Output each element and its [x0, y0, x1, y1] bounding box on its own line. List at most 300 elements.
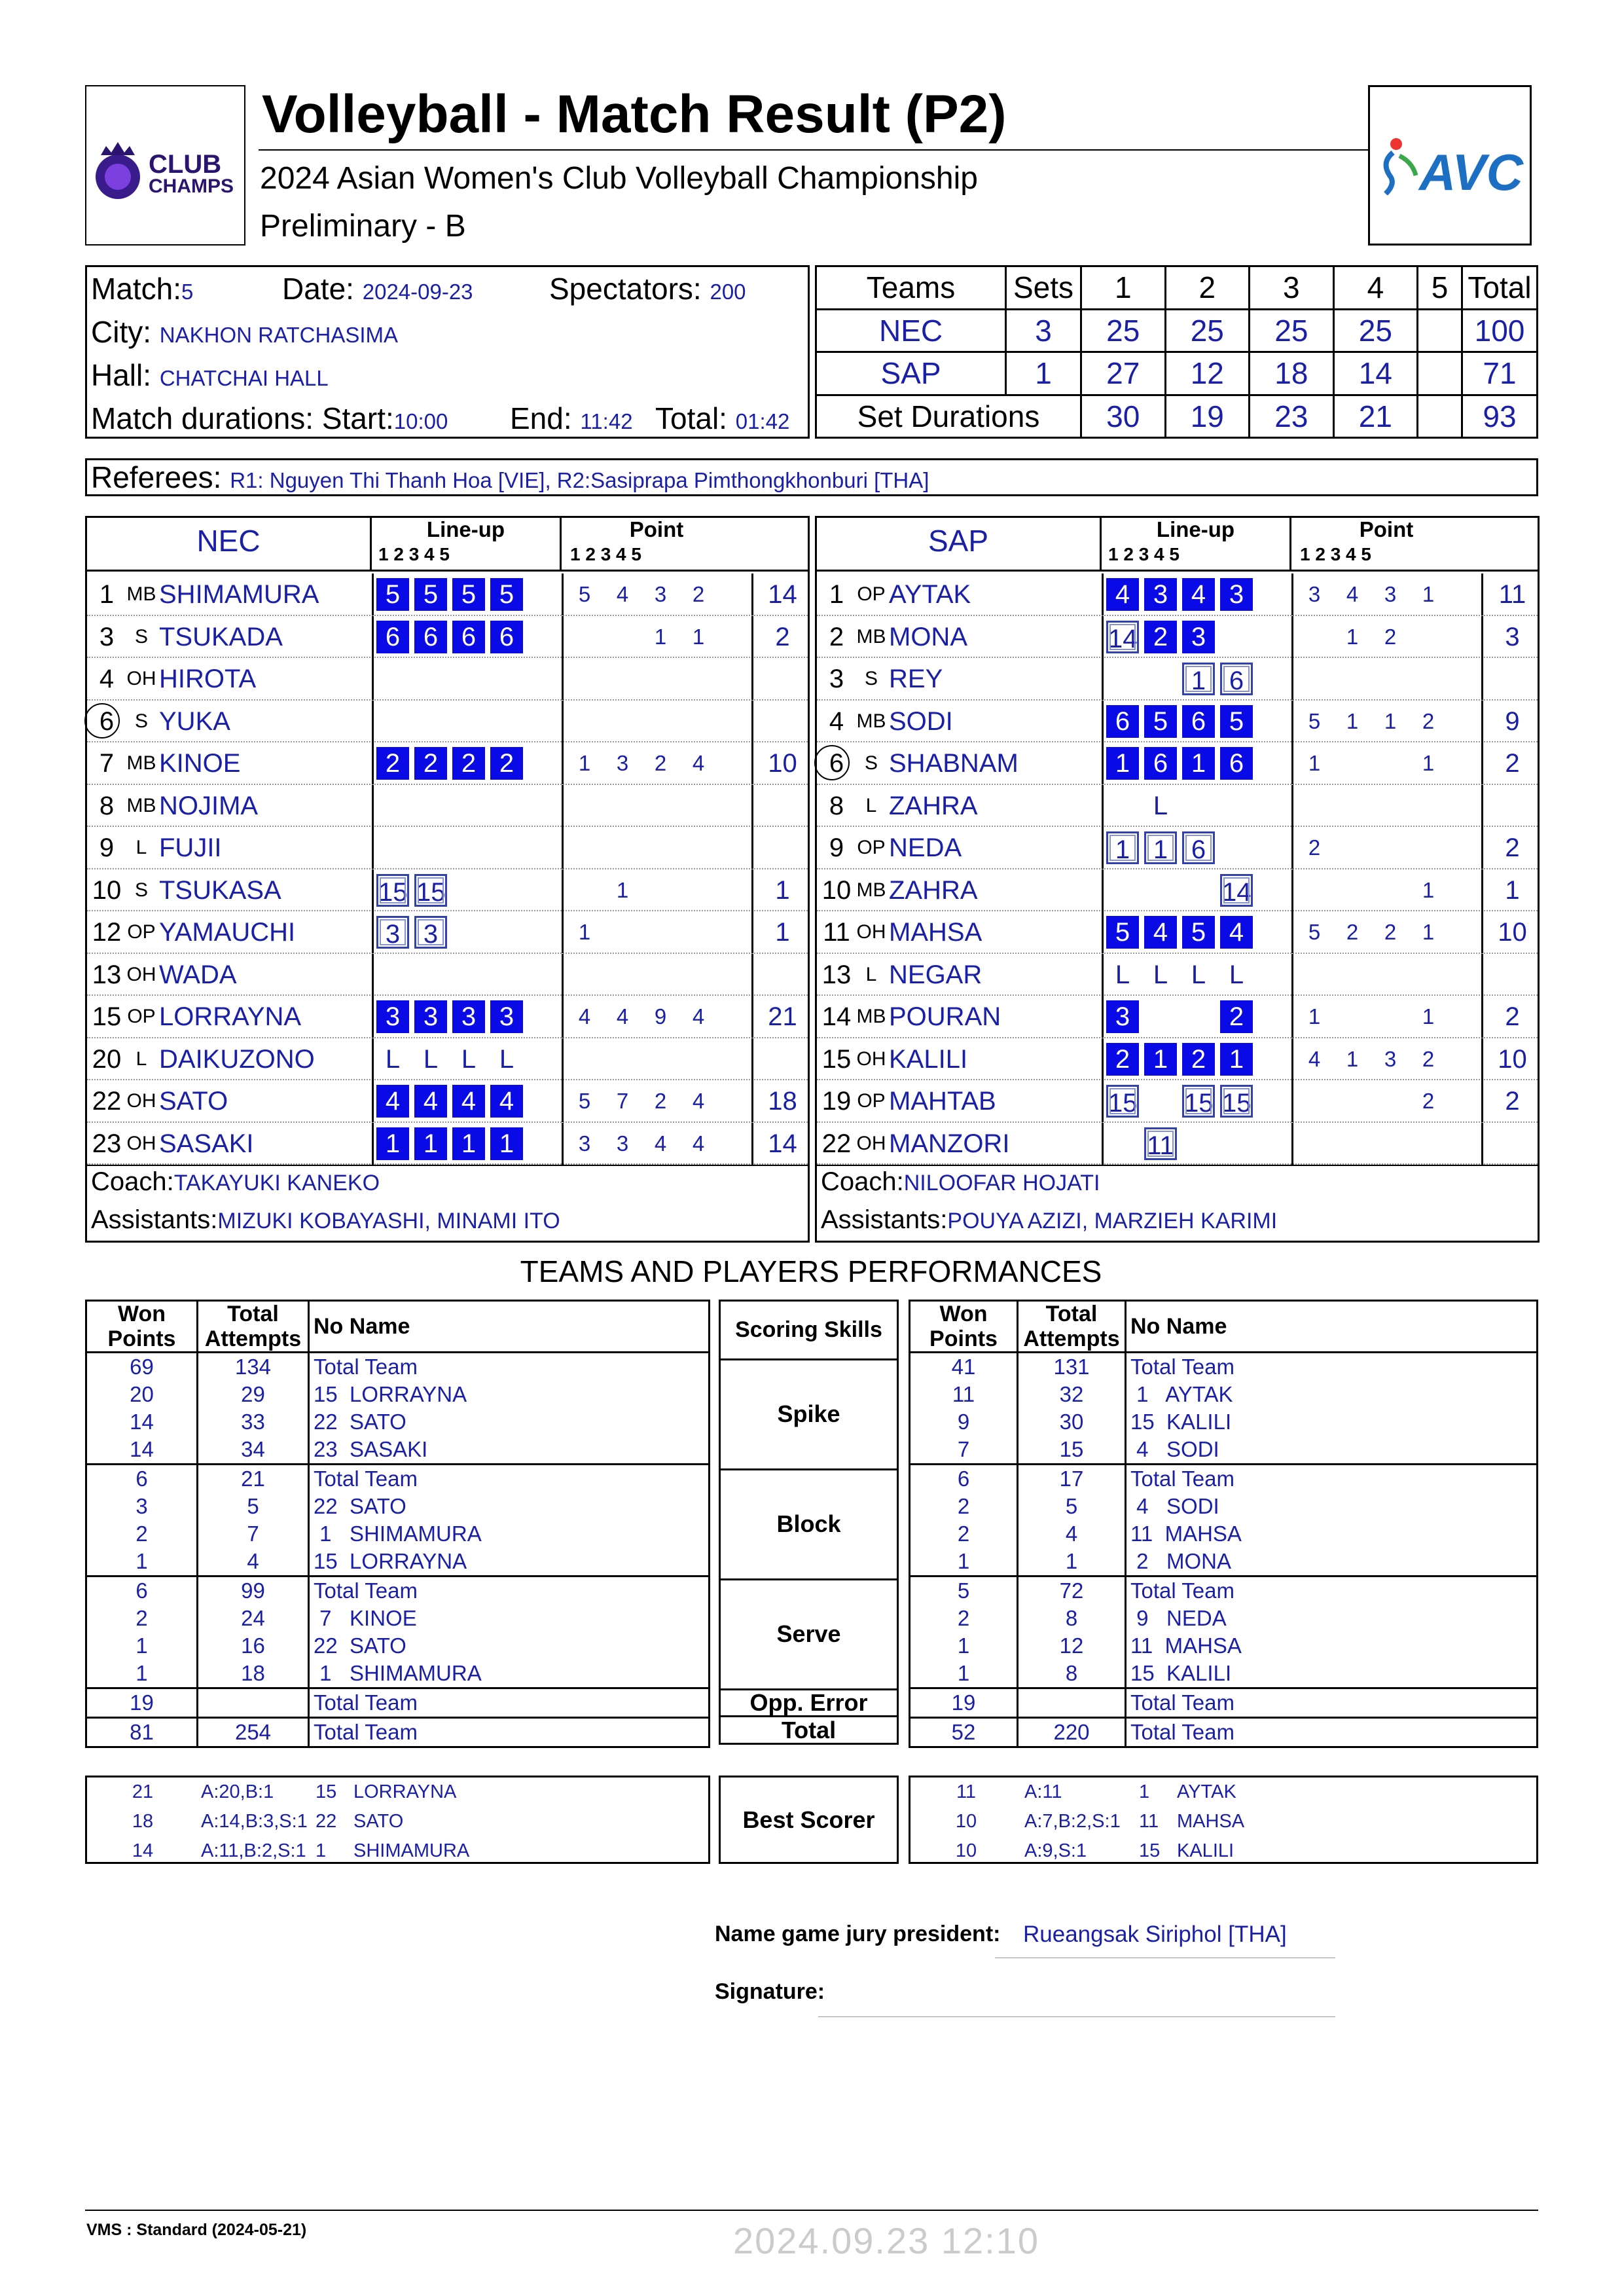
column-divider: [1102, 869, 1104, 911]
column-divider: [372, 616, 374, 658]
player-position: MB: [856, 1006, 886, 1027]
player-name: FUJII: [159, 833, 222, 862]
print-stamp: 2024.09.23 12:10: [733, 2220, 1039, 2261]
set-point: 1: [1384, 708, 1397, 733]
column-divider: [1291, 742, 1293, 784]
player-row: [87, 574, 808, 616]
best-scorer-row: [87, 1777, 708, 1807]
performance-cell: 2 MONA: [1126, 1548, 1538, 1576]
set-point: 5: [578, 582, 591, 606]
player-total-points: 1: [1505, 875, 1520, 905]
player-number: 4: [99, 665, 115, 693]
player-name: SODI: [889, 706, 953, 736]
lineup-box: 4: [1144, 916, 1177, 949]
column-divider: [562, 827, 564, 869]
performance-cell: 6: [86, 1576, 198, 1605]
player-row: [817, 954, 1538, 996]
lineup-box: 6: [1220, 663, 1253, 695]
set-point: 4: [578, 1004, 591, 1029]
player-total-points: 2: [1505, 833, 1520, 862]
coach-row: [91, 1167, 380, 1197]
lineup-box: L: [423, 1044, 439, 1074]
best-scorer-cell: SHIMAMURA: [353, 1840, 470, 1861]
player-total-points: 10: [1498, 1044, 1527, 1074]
match-row: Match:5 Date: 2024-09-23 Spectators: 200: [91, 272, 746, 306]
player-number: 4: [829, 706, 844, 736]
player-name: KALILI: [889, 1044, 968, 1074]
player-number: 13: [821, 960, 852, 989]
player-total-points: 2: [1505, 749, 1520, 778]
player-number: 10: [92, 875, 122, 905]
performance-cell: 5: [198, 1493, 309, 1520]
performance-cell: 15: [1018, 1436, 1126, 1465]
column-divider: [372, 1123, 374, 1165]
signature-label: Signature:: [715, 1979, 825, 2004]
title-divider: [259, 149, 1368, 151]
captain-circle: [84, 703, 120, 738]
set-point: 4: [692, 1004, 705, 1029]
performance-row: [910, 1660, 1538, 1688]
performance-cell: 1: [957, 1633, 970, 1658]
scoring-skills-column: [719, 1300, 899, 1745]
set-point: 5: [1308, 920, 1321, 944]
column-divider: [1291, 1080, 1293, 1122]
panel-header: [817, 518, 1538, 572]
player-number: 12: [92, 918, 122, 947]
column-header: Total Attempts: [198, 1301, 309, 1353]
jury-president-name: Rueangsak Siriphol [THA]: [1023, 1922, 1287, 1947]
performance-row: [910, 1493, 1538, 1520]
best-scorer-cell: 14: [132, 1840, 154, 1861]
player-total-points: 3: [1505, 622, 1520, 651]
coach-divider: [817, 1165, 1538, 1166]
lineup-box: 4: [1182, 578, 1215, 611]
column-divider: [562, 785, 564, 827]
performance-cell: 22 SATO: [309, 1493, 710, 1520]
performance-row: [86, 1660, 710, 1688]
column-divider: [372, 911, 374, 953]
best-scorer-cell: A:9,S:1: [1024, 1840, 1087, 1861]
performance-cell: 2: [135, 1606, 148, 1630]
lineup-box: 3: [1144, 578, 1177, 611]
hall-row: Hall: CHATCHAI HALL: [91, 358, 329, 392]
player-number: 10: [821, 875, 852, 905]
performance-cell: 1: [135, 1549, 148, 1573]
player-position: S: [134, 879, 148, 901]
performance-cell: 72: [1018, 1576, 1126, 1605]
performance-table-nec: [85, 1300, 710, 1745]
best-scorer-cell: A:7,B:2,S:1: [1024, 1811, 1121, 1832]
player-total-points: 9: [1505, 706, 1520, 736]
player-position: S: [134, 710, 148, 732]
player-number: 14: [821, 1002, 852, 1031]
lineup-box: 15: [376, 874, 409, 907]
column-divider: [751, 954, 753, 996]
set-point: 2: [1308, 835, 1321, 860]
performance-title: TEAMS AND PLAYERS PERFORMANCES: [520, 1254, 1102, 1288]
performance-cell: Total Team: [309, 1718, 710, 1747]
lineup-box: 4: [490, 1085, 523, 1118]
best-scorer-cell: A:11: [1024, 1781, 1062, 1802]
set-point: 2: [692, 582, 705, 606]
best-scorer-cell: LORRAYNA: [353, 1781, 457, 1802]
performance-cell: [1018, 1688, 1126, 1718]
player-position: OP: [857, 1090, 886, 1112]
performance-cell: 8: [1018, 1660, 1126, 1688]
player-name: MONA: [889, 622, 967, 651]
lineup-set-numbers: 1 2 3 4 5: [1108, 544, 1180, 564]
lineup-box: 5: [452, 578, 485, 611]
assistants-names: MIZUKI KOBAYASHI, MINAMI ITO: [217, 1209, 560, 1233]
lineup-box: 5: [490, 578, 523, 611]
player-position: OH: [856, 1132, 886, 1154]
lineup-box: 2: [452, 747, 485, 780]
lineup-box: 3: [1220, 578, 1253, 611]
lineup-box: 3: [1182, 621, 1215, 653]
column-divider: [562, 911, 564, 953]
player-position: L: [865, 963, 877, 985]
skill-row: [720, 1689, 898, 1717]
set-point: 3: [616, 1131, 629, 1156]
performance-row: [910, 1718, 1538, 1747]
column-divider: [372, 996, 374, 1038]
player-row: [817, 827, 1538, 869]
skill-row: [720, 1359, 898, 1469]
lineup-box: 6: [1182, 831, 1215, 864]
player-number: 15: [92, 1002, 122, 1031]
performance-cell: Total Team: [1126, 1688, 1538, 1718]
best-scorer-row: [910, 1836, 1536, 1866]
player-number: 22: [821, 1129, 852, 1158]
column-divider: [372, 658, 374, 700]
player-total-points: 2: [1505, 1087, 1520, 1116]
lineup-box: 2: [490, 747, 523, 780]
performance-cell: 4: [1018, 1520, 1126, 1548]
player-row: [87, 911, 808, 954]
player-name: NOJIMA: [159, 791, 259, 820]
lineup-box: 2: [414, 747, 447, 780]
team-name: NEC: [87, 518, 372, 572]
set-point: 1: [578, 920, 591, 944]
skill-name: Spike: [720, 1359, 898, 1469]
player-number: 11: [823, 918, 850, 947]
lineup-box: L: [1229, 960, 1244, 989]
best-scorer-row: [910, 1807, 1536, 1836]
performance-cell: 24: [198, 1605, 309, 1632]
best-scorer-cell: MAHSA: [1177, 1811, 1245, 1832]
set-point: 4: [654, 1131, 667, 1156]
player-position: MB: [856, 710, 886, 732]
performance-row: [86, 1353, 710, 1381]
player-row: [87, 1038, 808, 1081]
column-divider: [562, 616, 564, 658]
player-position: OP: [127, 921, 156, 943]
performance-cell: 8: [1018, 1605, 1126, 1632]
city-row: City: NAKHON RATCHASIMA: [91, 315, 399, 349]
performance-row: [910, 1353, 1538, 1381]
performance-cell: 1 SHIMAMURA: [309, 1660, 710, 1688]
performance-cell: 2: [957, 1494, 970, 1518]
performance-cell: 11 MAHSA: [1126, 1520, 1538, 1548]
lineup-box: 1: [1144, 831, 1177, 864]
skills-table: [719, 1300, 899, 1745]
set-point: 3: [578, 1131, 591, 1156]
lineup-box: 3: [1106, 1000, 1139, 1033]
lineup-box: 1: [1106, 747, 1139, 780]
lineup-box: 6: [1220, 747, 1253, 780]
column-divider: [1291, 996, 1293, 1038]
performance-cell: 5: [910, 1576, 1018, 1605]
column-divider: [1291, 1123, 1293, 1165]
performance-table-sap: [909, 1300, 1538, 1745]
player-number: 8: [99, 791, 115, 820]
performance-cell: [198, 1688, 309, 1718]
set-point: 1: [1308, 751, 1321, 775]
column-divider: [1102, 785, 1104, 827]
column-divider: [562, 1080, 564, 1122]
column-divider: [1291, 1038, 1293, 1080]
performance-row: [86, 1548, 710, 1576]
volleyball-player-icon: [1377, 136, 1422, 195]
performance-row: [910, 1408, 1538, 1436]
player-position: OH: [126, 1090, 156, 1112]
performance-cell: 81: [86, 1718, 198, 1747]
lineup-box: 1: [1106, 831, 1139, 864]
set-point: 4: [616, 1004, 629, 1029]
skill-name: Serve: [720, 1579, 898, 1689]
lineup-box: 3: [376, 916, 409, 949]
player-row: [87, 827, 808, 869]
lineup-box: 1: [490, 1127, 523, 1160]
performance-cell: 19: [86, 1688, 198, 1718]
skill-row: [720, 1717, 898, 1744]
avc-logo-text: AVC: [1419, 143, 1523, 201]
assistants-names: POUYA AZIZI, MARZIEH KARIMI: [947, 1209, 1278, 1233]
assistants-row: [91, 1205, 560, 1235]
coach-row: [821, 1167, 1100, 1197]
performance-cell: 11 MAHSA: [1126, 1632, 1538, 1660]
column-divider: [562, 1038, 564, 1080]
performance-cell: 1: [135, 1661, 148, 1685]
best-scorer-row: [87, 1807, 708, 1836]
performance-cell: Total Team: [1126, 1576, 1538, 1605]
lineup-box: 11: [1144, 1127, 1177, 1160]
signature-line: [818, 2016, 1335, 2017]
player-name: KINOE: [159, 749, 241, 778]
player-name: AYTAK: [889, 580, 971, 609]
player-row: [87, 742, 808, 785]
player-row: [87, 616, 808, 659]
set-point: 1: [1422, 920, 1435, 944]
best-scorer-row: [910, 1777, 1536, 1807]
column-divider: [1291, 785, 1293, 827]
set-point: 2: [1346, 920, 1359, 944]
performance-cell: 18: [198, 1660, 309, 1688]
lineup-box: 4: [414, 1085, 447, 1118]
performance-cell: 4: [198, 1548, 309, 1576]
best-scorer-row: [87, 1836, 708, 1866]
performance-cell: Total Team: [1126, 1465, 1538, 1493]
performance-cell: 7: [957, 1437, 970, 1461]
player-position: OP: [857, 583, 886, 605]
performance-cell: 6: [86, 1465, 198, 1493]
column-divider: [1481, 658, 1483, 700]
player-row: [87, 1123, 808, 1165]
scoreboard-row-durations: Set Durations 30 19 23 21 93: [816, 395, 1538, 438]
player-row: [817, 658, 1538, 701]
column-divider: [562, 996, 564, 1038]
best-scorer-cell: 1: [315, 1840, 327, 1861]
player-name: MANZORI: [889, 1129, 1010, 1158]
lineup-box: 6: [490, 621, 523, 653]
player-row: [87, 996, 808, 1038]
player-position: OP: [127, 1006, 156, 1027]
lineup-box: 15: [1106, 1085, 1139, 1118]
set-point: 1: [578, 751, 591, 775]
performance-cell: 134: [198, 1353, 309, 1381]
set-point: 1: [1422, 877, 1435, 902]
performance-row: [86, 1381, 710, 1408]
panel-header: [87, 518, 808, 572]
lineup-box: 6: [1144, 747, 1177, 780]
set-point: 5: [578, 1089, 591, 1113]
lineup-box: 2: [1182, 1043, 1215, 1076]
performance-cell: 15 KALILI: [1126, 1660, 1538, 1688]
set-point: 4: [692, 1131, 705, 1156]
lineup-box: 6: [414, 621, 447, 653]
player-row: [817, 996, 1538, 1038]
performance-cell: 33: [198, 1408, 309, 1436]
player-name: YUKA: [159, 706, 230, 736]
player-number: 19: [821, 1087, 852, 1116]
performance-row: [910, 1632, 1538, 1660]
scoreboard-header: Teams Sets 1 2 3 4 5 Total: [816, 266, 1538, 310]
column-divider: [751, 658, 753, 700]
lineup-box: 1: [1220, 1043, 1253, 1076]
set-point: 1: [616, 877, 629, 902]
player-total-points: 10: [768, 749, 797, 778]
column-header: Total Attempts: [1018, 1301, 1126, 1353]
point-set-numbers: 1 2 3 4 5: [570, 544, 641, 564]
player-row: [87, 658, 808, 701]
player-row: [817, 742, 1538, 785]
best-scorer-cell: 18: [132, 1811, 154, 1832]
set-point: 4: [1346, 582, 1359, 606]
lineup-box: 3: [490, 1000, 523, 1033]
player-row: [817, 1038, 1538, 1081]
player-name: TSUKASA: [159, 875, 281, 905]
set-point: 4: [692, 1089, 705, 1113]
set-point: 5: [1308, 708, 1321, 733]
performance-cell: 99: [198, 1576, 309, 1605]
lineup-box: 3: [414, 916, 447, 949]
column-divider: [1102, 996, 1104, 1038]
lineup-box: L: [499, 1044, 514, 1074]
performance-cell: 2: [957, 1606, 970, 1630]
column-divider: [562, 954, 564, 996]
lineup-box: 2: [376, 747, 409, 780]
set-point: 2: [1384, 920, 1397, 944]
player-total-points: 2: [1505, 1002, 1520, 1031]
footer-version: VMS : Standard (2024-05-21): [86, 2221, 307, 2239]
skill-row: [720, 1469, 898, 1579]
set-point: 3: [654, 582, 667, 606]
player-position: S: [864, 668, 878, 689]
player-row: [817, 701, 1538, 743]
player-number: 6: [99, 706, 115, 736]
player-position: MB: [126, 794, 156, 816]
avc-logo: [1368, 85, 1532, 246]
set-point: 1: [1422, 582, 1435, 606]
best-scorer-label: Best Scorer: [719, 1776, 899, 1864]
performance-cell: 1: [957, 1549, 970, 1573]
logo-text: CLUB CHAMPS: [149, 150, 234, 197]
assistants-label: Assistants:: [821, 1205, 948, 1234]
player-row: [817, 911, 1538, 954]
performance-header: [910, 1301, 1538, 1353]
column-divider: [372, 742, 374, 784]
column-divider: [1102, 911, 1104, 953]
lineup-box: 2: [1106, 1043, 1139, 1076]
coach-name: NILOOFAR HOJATI: [903, 1171, 1100, 1195]
player-row: [817, 869, 1538, 912]
performance-cell: 2: [135, 1522, 148, 1546]
performance-cell: 5: [1018, 1493, 1126, 1520]
performance-cell: 14: [130, 1410, 154, 1434]
player-total-points: 11: [1498, 580, 1526, 609]
player-number: 1: [829, 580, 844, 609]
player-name: SASAKI: [159, 1129, 254, 1158]
set-point: 1: [1422, 751, 1435, 775]
player-row: [87, 954, 808, 996]
best-scorer-cell: SATO: [353, 1811, 404, 1832]
player-number: 2: [829, 622, 844, 651]
performance-cell: 11: [952, 1382, 975, 1406]
column-divider: [1291, 954, 1293, 996]
set-point: 2: [654, 1089, 667, 1113]
performance-header: [86, 1301, 710, 1353]
performance-row: [910, 1576, 1538, 1605]
column-divider: [1291, 658, 1293, 700]
performance-cell: 69: [86, 1353, 198, 1381]
player-number: 23: [92, 1129, 122, 1158]
point-label: Point: [1359, 517, 1414, 541]
player-total-points: 18: [768, 1087, 797, 1116]
column-divider: [1481, 785, 1483, 827]
lineup-box: 5: [1144, 705, 1177, 738]
performance-cell: 1: [135, 1633, 148, 1658]
performance-cell: 131: [1018, 1353, 1126, 1381]
player-name: NEDA: [889, 833, 962, 862]
column-divider: [1291, 869, 1293, 911]
column-divider: [562, 869, 564, 911]
club-champs-logo: [85, 85, 245, 246]
lineup-box: 5: [1220, 705, 1253, 738]
column-divider: [372, 701, 374, 742]
lineup-box: 1: [1144, 1043, 1177, 1076]
set-point: 1: [1346, 708, 1359, 733]
team-panel-nec: [85, 516, 810, 1243]
performance-row: [86, 1576, 710, 1605]
set-point: 3: [1308, 582, 1321, 606]
column-divider: [1102, 574, 1104, 615]
player-total-points: 14: [768, 580, 797, 609]
referees: Referees: R1: Nguyen Thi Thanh Hoa [VIE], R2:Sasiprapa Pimthongkhonburi [THA]: [85, 458, 1538, 496]
lineup-box: L: [1153, 960, 1168, 989]
set-point: 1: [1308, 1004, 1321, 1029]
player-name: SHABNAM: [889, 749, 1018, 778]
column-divider: [372, 1038, 374, 1080]
